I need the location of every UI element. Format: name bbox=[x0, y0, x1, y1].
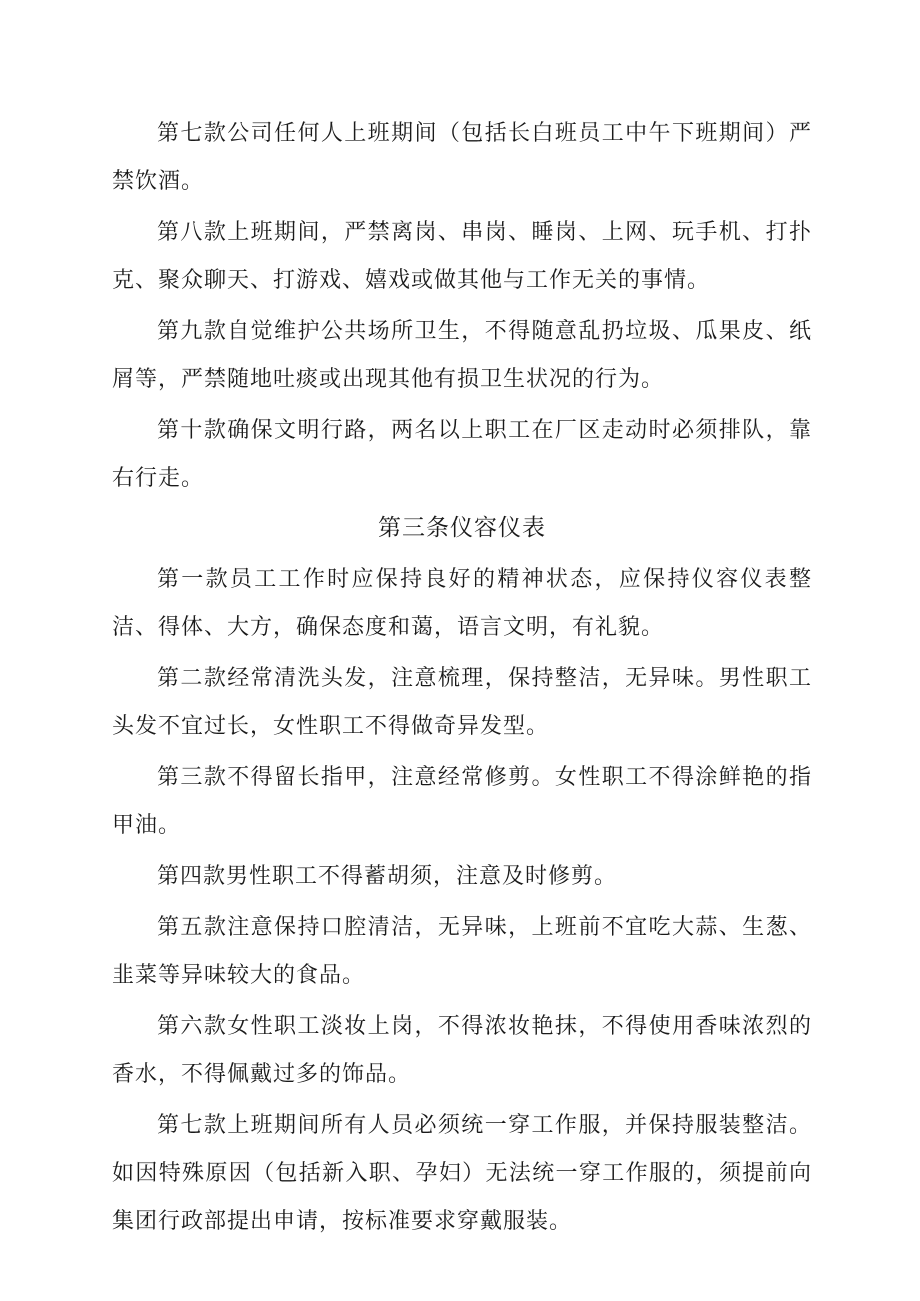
clause-3-nails: 第三款不得留长指甲，注意经常修剪。女性职工不得涂鲜艳的指甲油。 bbox=[112, 765, 812, 838]
clause-8-duty-conduct: 第八款上班期间，严禁离岗、串岗、睡岗、上网、玩手机、打扑克、聚众聊天、打游戏、嬉戏或做其他与工作无关的事情。 bbox=[112, 220, 812, 293]
clause-10-walking: 第十款确保文明行路，两名以上职工在厂区走动时必须排队，靠右行走。 bbox=[112, 418, 812, 491]
clause-9-hygiene: 第九款自觉维护公共场所卫生，不得随意乱扔垃圾、瓜果皮、纸屑等，严禁随地吐痰或出现其他有损卫生状况的行为。 bbox=[112, 319, 812, 392]
clause-6-makeup: 第六款女性职工淡妆上岗，不得浓妆艳抹，不得使用香味浓烈的香水，不得佩戴过多的饰品。 bbox=[112, 1014, 812, 1087]
clause-7-uniform: 第七款上班期间所有人员必须统一穿工作服，并保持服装整洁。如因特殊原因（包括新入职、孕妇）无法统一穿工作服的，须提前向集团行政部提出申请，按标准要求穿戴服装。 bbox=[112, 1113, 812, 1234]
clause-4-beard: 第四款男性职工不得蓄胡须，注意及时修剪。 bbox=[157, 864, 618, 889]
clause-7-alcohol: 第七款公司任何人上班期间（包括长白班员工中午下班期间）严禁饮酒。 bbox=[112, 121, 812, 194]
clause-2-hair: 第二款经常清洗头发，注意梳理，保持整洁，无异味。男性职工头发不宜过长，女性职工不得做奇异发型。 bbox=[112, 666, 812, 739]
section-heading-appearance: 第三条仪容仪表 bbox=[378, 515, 546, 541]
document-page bbox=[112, 110, 812, 1249]
clause-5-oral: 第五款注意保持口腔清洁，无异味，上班前不宜吃大蒜、生葱、韭菜等异味较大的食品。 bbox=[112, 915, 812, 988]
clause-1-spirit: 第一款员工工作时应保持良好的精神状态，应保持仪容仪表整洁、得体、大方，确保态度和蔼，语言文明，有礼貌。 bbox=[112, 567, 812, 640]
